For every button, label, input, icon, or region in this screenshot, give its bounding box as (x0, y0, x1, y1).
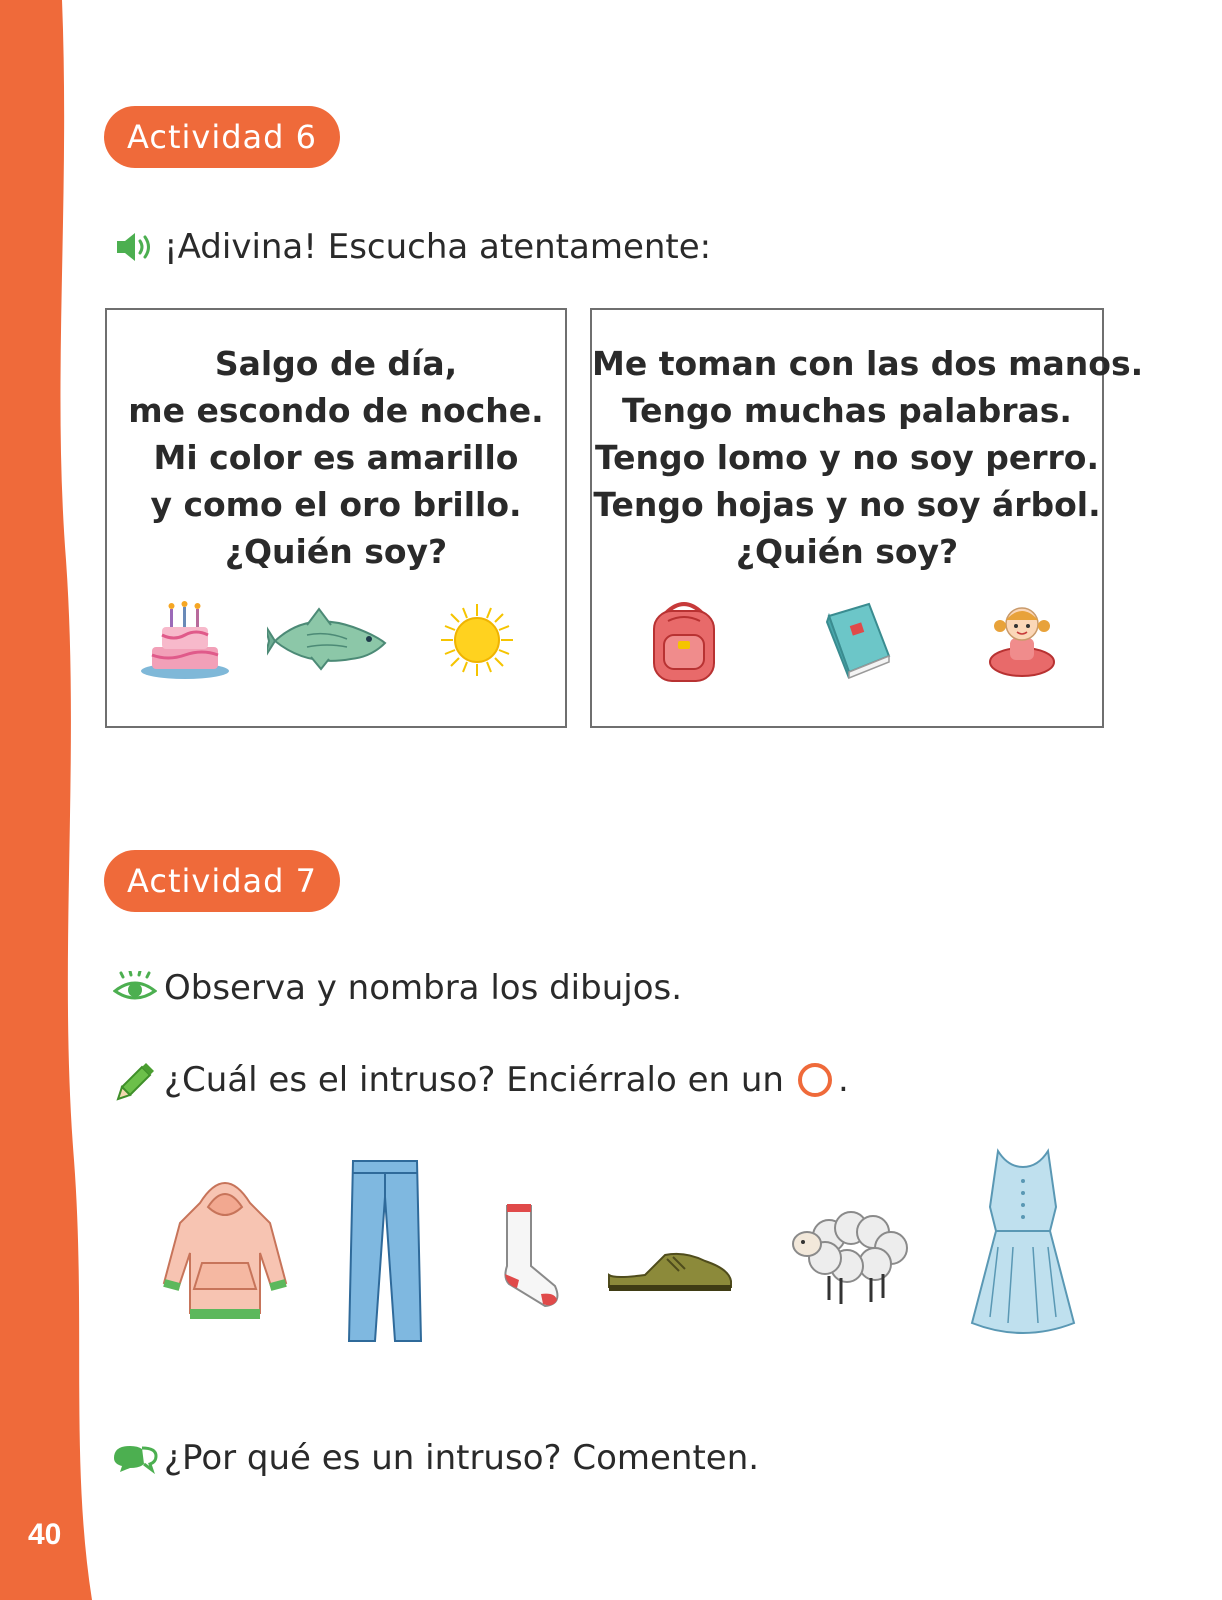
speaker-icon[interactable] (112, 225, 158, 269)
riddle-line: Me toman con las dos manos. (592, 344, 1144, 383)
riddle-card-1 (105, 308, 567, 728)
riddle-line: Tengo muchas palabras. (622, 391, 1072, 430)
circle-symbol (798, 1063, 832, 1097)
riddle-line: Tengo hojas y no soy árbol. (593, 485, 1101, 524)
riddle-question: ¿Quién soy? (735, 532, 959, 571)
riddle-1-text (107, 340, 565, 575)
instruction-text: ¡Adivina! Escucha atentamente: (164, 227, 712, 267)
pencil-icon (112, 1058, 158, 1102)
doll-image[interactable] (972, 590, 1072, 690)
discuss-instruction (112, 1436, 759, 1480)
backpack-image[interactable] (634, 590, 734, 690)
dress-image[interactable] (958, 1145, 1088, 1345)
sock-image[interactable] (488, 1195, 568, 1315)
sun-image[interactable] (427, 595, 527, 685)
side-band (0, 0, 110, 1600)
shoe-image[interactable] (600, 1225, 740, 1305)
sheep-image[interactable] (780, 1195, 920, 1315)
hoodie-image[interactable] (150, 1158, 300, 1338)
riddle-line: me escondo de noche. (128, 391, 544, 430)
speech-bubbles-icon (112, 1436, 158, 1480)
riddle-card-2 (590, 308, 1144, 728)
book-image[interactable] (802, 590, 912, 690)
activity-6-instruction (112, 225, 711, 269)
riddle-line: y como el oro brillo. (150, 485, 522, 524)
riddle-line: Mi color es amarillo (153, 438, 519, 477)
eye-icon (112, 966, 158, 1010)
observe-instruction (112, 966, 682, 1010)
instruction-text: ¿Cuál es el intruso? Enciérralo en un (164, 1060, 784, 1100)
instruction-period: . (837, 1060, 849, 1100)
fish-image[interactable] (265, 580, 395, 700)
riddle-2-text (592, 340, 1144, 575)
activity-7-title: Actividad 7 (104, 850, 340, 912)
page-number: 40 (28, 1518, 62, 1551)
activity-6-title: Actividad 6 (104, 106, 340, 168)
riddle-line: Salgo de día, (214, 344, 458, 383)
jeans-image[interactable] (340, 1155, 430, 1345)
riddle-question: ¿Quién soy? (224, 532, 448, 571)
instruction-text: Observa y nombra los dibujos. (164, 968, 683, 1008)
riddle-line: Tengo lomo y no soy perro. (594, 438, 1100, 477)
cake-image[interactable] (135, 590, 235, 690)
instruction-text: ¿Por qué es un intruso? Comenten. (164, 1438, 760, 1478)
circle-instruction (112, 1058, 849, 1102)
